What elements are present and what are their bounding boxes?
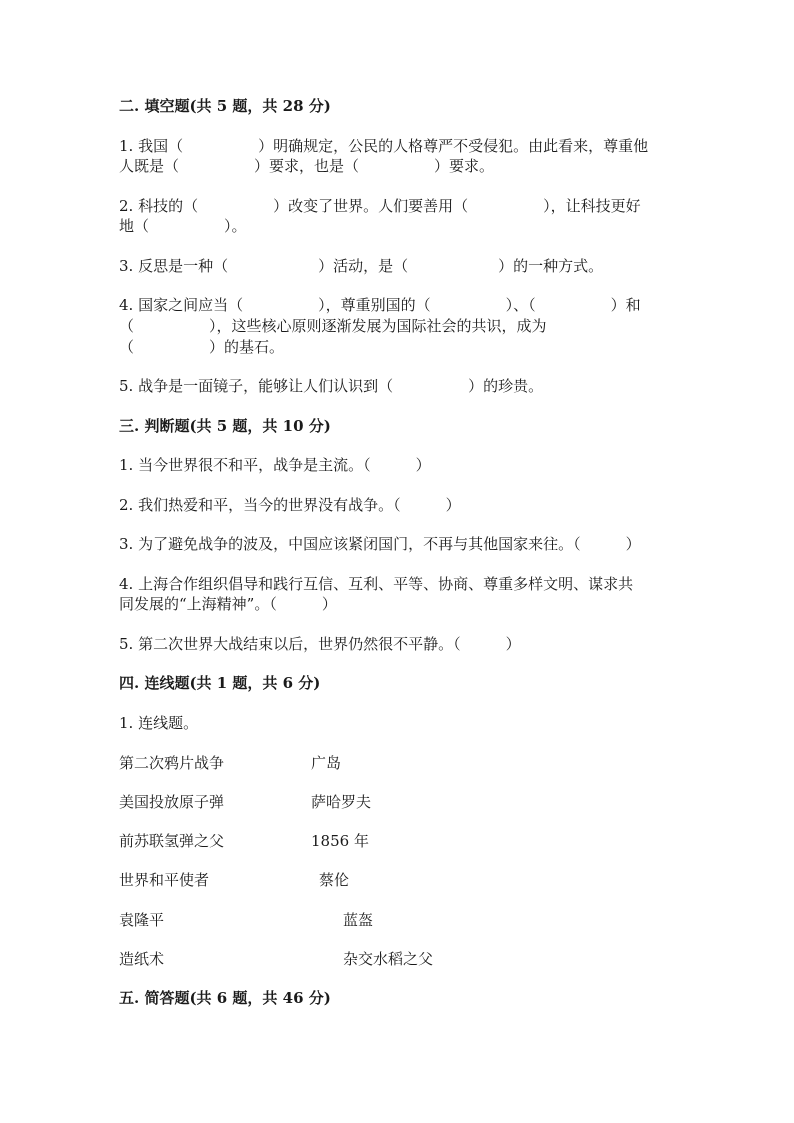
true-false-q5: 5. 第二次世界大战结束以后，世界仍然很不平静。（ ）	[119, 635, 521, 653]
matching-right-item: 杂交水稻之父	[343, 950, 434, 968]
true-false-q1: 1. 当今世界很不和平，战争是主流。（ ）	[119, 456, 431, 474]
true-false-q2: 2. 我们热爱和平，当今的世界没有战争。（ ）	[119, 496, 461, 514]
section-heading-matching: 四. 连线题(共 1 题，共 6 分)	[119, 674, 321, 692]
matching-right-item: 1856 年	[311, 832, 369, 850]
fill-blank-q2-line2: 地（ ）。	[119, 217, 247, 235]
fill-blank-q2-line1: 2. 科技的（ ）改变了世界。人们要善用（ ），让科技更好	[119, 197, 641, 215]
matching-right-item: 广岛	[311, 754, 342, 772]
matching-left-item: 世界和平使者	[119, 871, 210, 889]
true-false-q3: 3. 为了避免战争的波及，中国应该紧闭国门，不再与其他国家来往。（ ）	[119, 535, 641, 553]
fill-blank-q5: 5. 战争是一面镜子，能够让人们认识到（ ）的珍贵。	[119, 377, 544, 395]
fill-blank-q4-line3: （ ）的基石。	[119, 338, 285, 356]
fill-blank-q4-line1: 4. 国家之间应当（ ），尊重别国的（ ）、（ ）和	[119, 296, 641, 314]
fill-blank-q1-line2: 人既是（ ）要求，也是（ ）要求。	[119, 157, 495, 175]
fill-blank-q3: 3. 反思是一种（ ）活动，是（ ）的一种方式。	[119, 257, 604, 275]
section-heading-true-false: 三. 判断题(共 5 题，共 10 分)	[119, 417, 331, 435]
true-false-q4-line1: 4. 上海合作组织倡导和践行互信、互利、平等、协商、尊重多样文明、谋求共	[119, 575, 634, 593]
matching-left-item: 袁隆平	[119, 911, 165, 929]
matching-left-item: 第二次鸦片战争	[119, 754, 225, 772]
matching-left-item: 美国投放原子弹	[119, 793, 225, 811]
true-false-q4-line2: 同发展的“上海精神”。（ ）	[119, 595, 337, 613]
section-heading-short-answer: 五. 简答题(共 6 题，共 46 分)	[119, 989, 331, 1007]
matching-left-item: 造纸术	[119, 950, 165, 968]
matching-right-item: 萨哈罗夫	[311, 793, 372, 811]
matching-right-item: 蔡伦	[319, 871, 350, 889]
matching-right-item: 蓝盔	[343, 911, 374, 929]
fill-blank-q4-line2: （ ），这些核心原则逐渐发展为国际社会的共识，成为	[119, 317, 547, 335]
section-heading-fill-blank: 二. 填空题(共 5 题，共 28 分)	[119, 97, 331, 115]
fill-blank-q1-line1: 1. 我国（ ）明确规定，公民的人格尊严不受侵犯。由此看来，尊重他	[119, 137, 649, 155]
matching-q1: 1. 连线题。	[119, 714, 199, 732]
matching-left-item: 前苏联氢弹之父	[119, 832, 225, 850]
